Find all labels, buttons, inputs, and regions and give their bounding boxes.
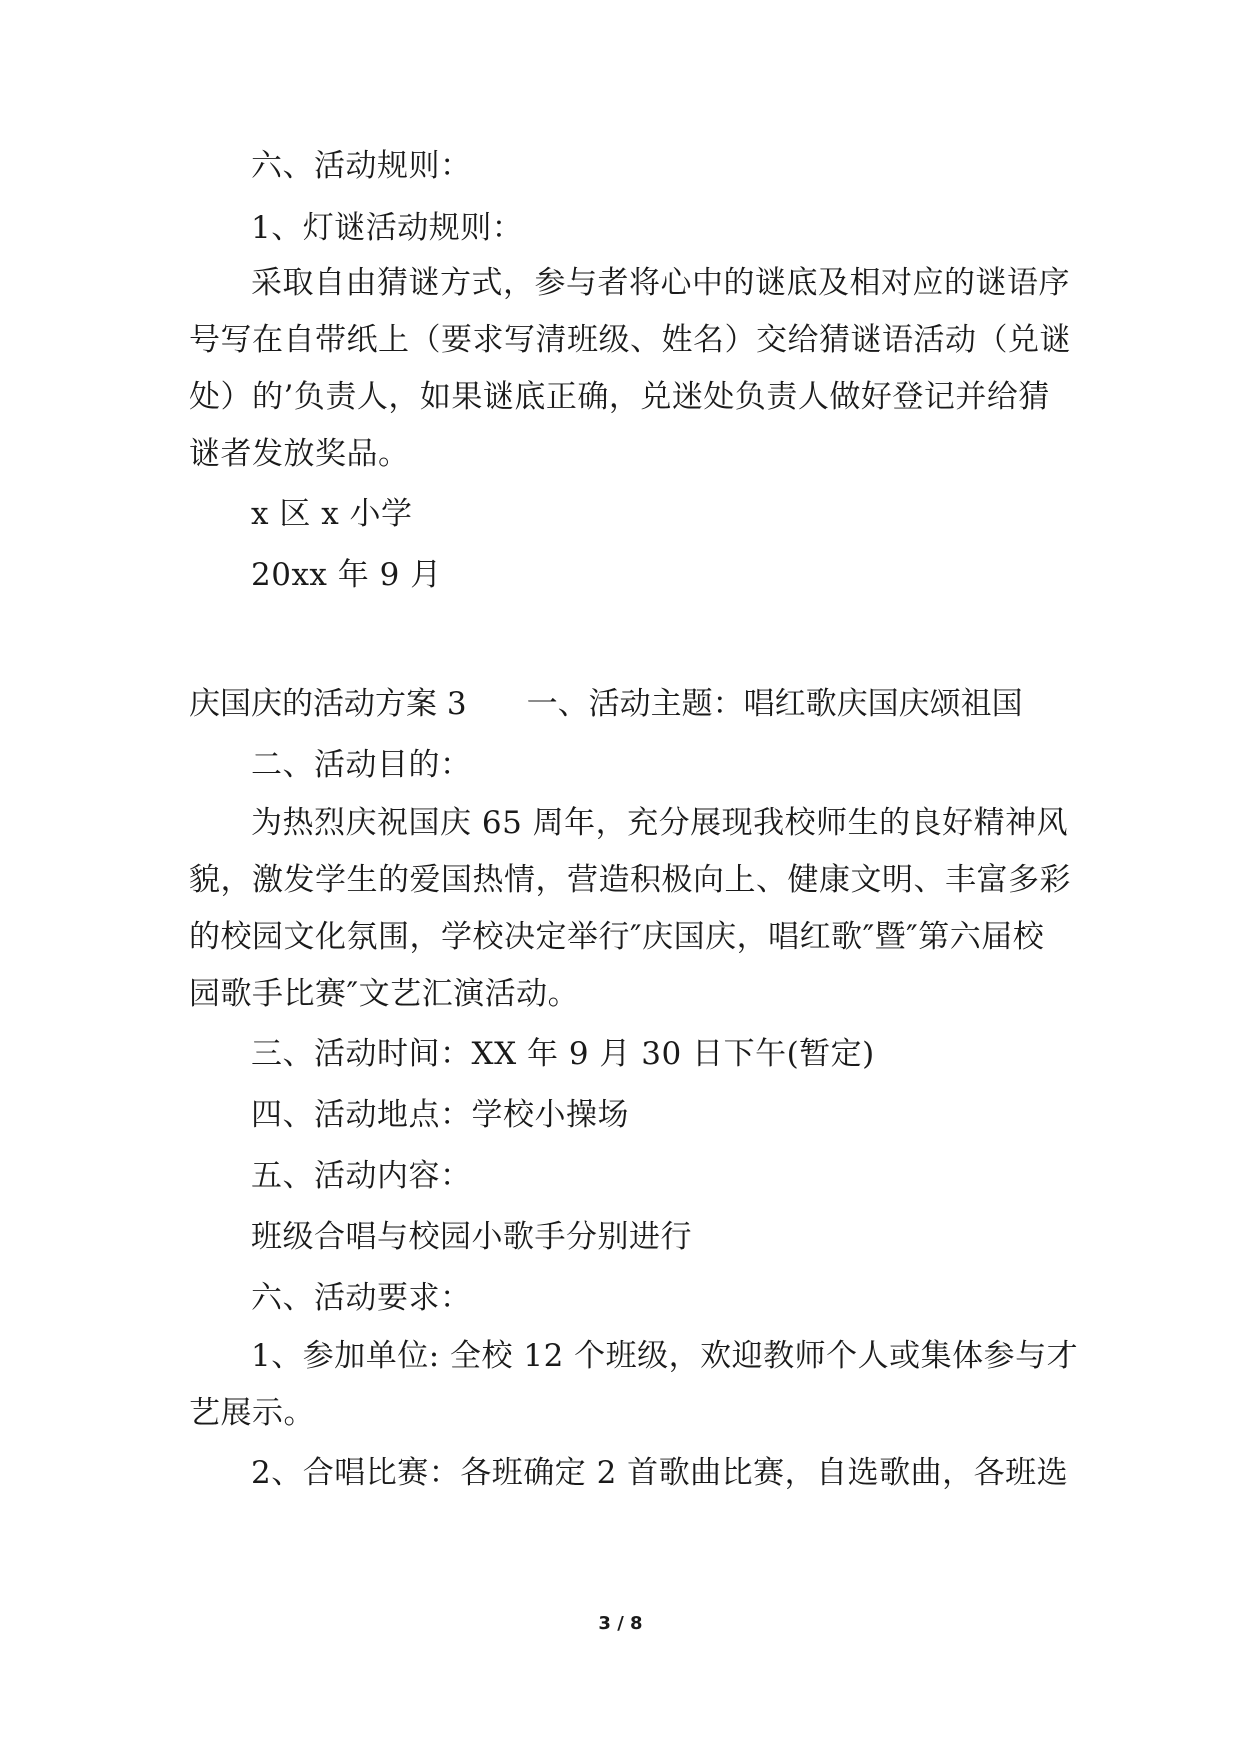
paragraph-riddle-rules-heading: 1、灯谜活动规则： bbox=[251, 210, 524, 246]
paragraph-riddle-line-3: 处）的’负责人，如果谜底正确，兑迷处负责人做好登记并给猜 bbox=[189, 379, 1050, 415]
paragraph-participants-line-1: 1、参加单位: 全校 12 个班级，欢迎教师个人或集体参与才 bbox=[251, 1338, 1079, 1374]
paragraph-requirements-heading: 六、活动要求： bbox=[251, 1280, 472, 1316]
paragraph-purpose-line-1: 为热烈庆祝国庆 65 周年，充分展现我校师生的良好精神风 bbox=[251, 805, 1069, 841]
page-number: 3 / 8 bbox=[598, 1613, 643, 1634]
paragraph-content: 班级合唱与校园小歌手分别进行 bbox=[251, 1219, 692, 1255]
paragraph-purpose-line-3: 的校园文化氛围，学校决定举行″庆国庆，唱红歌″暨″第六届校 bbox=[189, 919, 1045, 955]
paragraph-purpose-line-4: 园歌手比赛″文艺汇演活动。 bbox=[189, 976, 580, 1012]
paragraph-riddle-line-4: 谜者发放奖品。 bbox=[189, 436, 410, 472]
section-heading-row bbox=[189, 684, 1023, 724]
section-title: 庆国庆的活动方案 3 bbox=[189, 686, 467, 722]
paragraph-time: 三、活动时间：XX 年 9 月 30 日下午(暂定) bbox=[251, 1036, 875, 1072]
signature-date: 20xx 年 9 月 bbox=[251, 557, 442, 593]
signature-school: x 区 x 小学 bbox=[251, 496, 413, 532]
paragraph-rules-heading: 六、活动规则： bbox=[251, 148, 472, 184]
paragraph-chorus: 2、合唱比赛：各班确定 2 首歌曲比赛，自选歌曲，各班选 bbox=[251, 1455, 1069, 1491]
paragraph-location: 四、活动地点：学校小操场 bbox=[251, 1097, 629, 1133]
paragraph-riddle-line-1: 采取自由猜谜方式，参与者将心中的谜底及相对应的谜语序 bbox=[251, 265, 1070, 301]
paragraph-content-heading: 五、活动内容： bbox=[251, 1158, 472, 1194]
paragraph-purpose-heading: 二、活动目的： bbox=[251, 747, 472, 783]
paragraph-purpose-line-2: 貌，激发学生的爱国热情，营造积极向上、健康文明、丰富多彩 bbox=[189, 862, 1071, 898]
paragraph-riddle-line-2: 号写在自带纸上（要求写清班级、姓名）交给猜谜语活动（兑谜 bbox=[189, 322, 1071, 358]
paragraph-participants-line-2: 艺展示。 bbox=[189, 1395, 315, 1431]
section-theme: 一、活动主题：唱红歌庆国庆颂祖国 bbox=[526, 686, 1023, 722]
